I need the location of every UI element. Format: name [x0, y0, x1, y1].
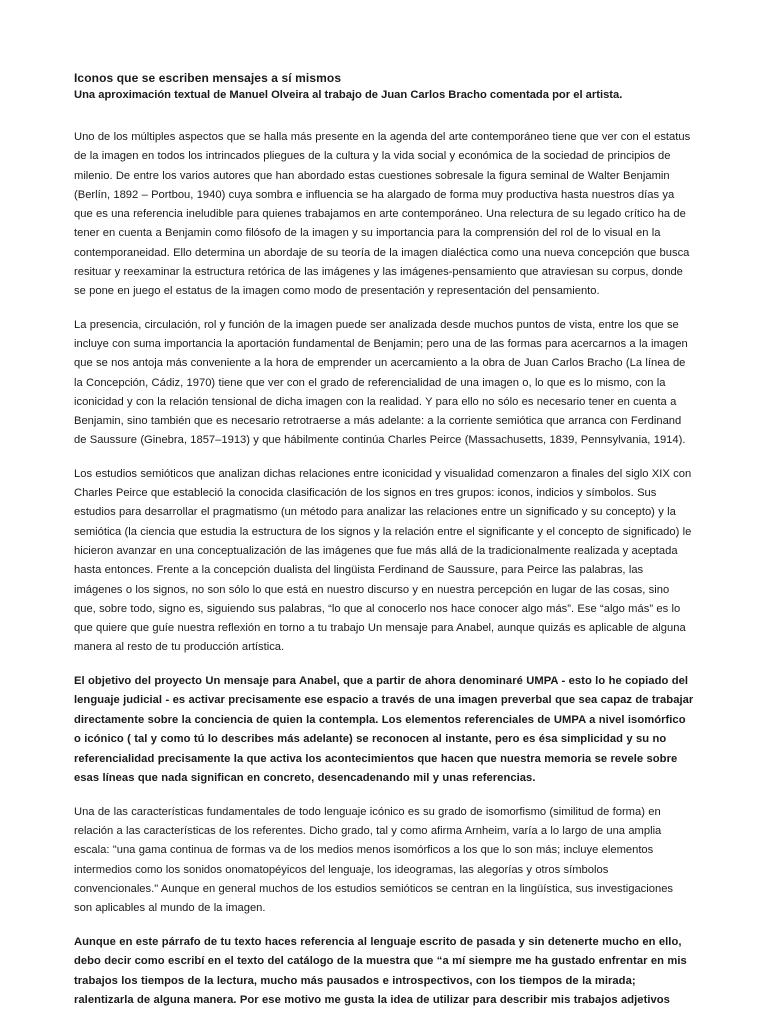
- paragraph-5: Una de las características fundamentales de todo lenguaje icónico es su grado de isomorfismo (similitud de forma) en relación a las características de los referentes. Dicho grado, tal y como afirma Arnheim, varía a lo largo de una amplia escala: "una gama continua de formas va de los medios menos isomórficos a los que lo son más; incluye elementos intermedios como los sonidos onomatopéyicos del lenguaje, los ideogramas, las alegorías y otros símbolos convencionales." Aunque en general muchos de los estudios semióticos se centran en la lingüística, sus investigaciones son aplicables al mundo de la imagen.: [74, 805, 674, 915]
- document-title: Iconos que se escriben mensajes a sí mismos: [74, 71, 342, 85]
- paragraph-6-artist-comment: Aunque en este párrafo de tu texto haces referencia al lenguaje escrito de pasada y sin detenerte mucho en ello, debo decir como escribí en el texto del catálogo de la muestra que “a mí siempre me ha gustado enfrentar en mis trabajos los tiempos de la lectura, mucho más pausados e introspectivos, con los tiempos de la mirada; ralentizarla de alguna manera. Por ese motivo me gusta la idea de utilizar para describir mis trabajos adjetivos: [74, 935, 687, 1006]
- paragraph-2: La presencia, circulación, rol y función de la imagen puede ser analizada desde muchos puntos de vista, entre los que se incluye con suma importancia la aportación fundamental de Benjamin; pero una de las formas para acercarnos a la imagen que se nos antoja más conveniente a la hora de emprender un acercamiento a la obra de Juan Carlos Bracho (La línea de la Concepción, Cádiz, 1970) tiene que ver con el grado de referencialidad de una imagen o, lo que es lo mismo, con la iconicidad y con la relación tensional de dicha imagen con la realidad. Y para ello no sólo es necesario tener en cuenta a Benjamin, sino también que es necesario retrotraerse a más adelante: a la corriente semiótica que arranca con Ferdinand de Saussure (Ginebra, 1857–1913) y que hábilmente continúa Charles Peirce (Massachusetts, 1839, Pennsylvania, 1914).: [74, 318, 688, 447]
- document-subtitle: Una aproximación textual de Manuel Olveira al trabajo de Juan Carlos Bracho comentada por el artista.: [74, 89, 623, 101]
- paragraph-1: Uno de los múltiples aspectos que se halla más presente en la agenda del arte contemporáneo tiene que ver con el estatus de la imagen en todos los intrincados pliegues de la cultura y la vida social y económica de la sociedad de principios de milenio. De entre los varios autores que han abordado estas cuestiones sobresale la figura seminal de Walter Benjamin (Berlín, 1892 – Portbou, 1940) cuya sombra e influencia se ha alargado de forma muy productiva hasta nuestros días ya que es una referencia ineludible para quienes trabajamos en arte contemporáneo. Una relectura de su legado crítico ha de tener en cuenta a Benjamin como filósofo de la imagen y su importancia para la comprensión del rol de lo visual en la contemporaneidad. Ello determina un abordaje de su teoría de la imagen dialéctica como una nueva concepción que busca resituar y reexaminar la estructura retórica de las imágenes y las imágenes-pensamiento que atraviesan su corpus, donde se pone en juego el estatus de la imagen como modo de presentación y representación del pensamiento.: [74, 131, 691, 298]
- paragraph-3: Los estudios semióticos que analizan dichas relaciones entre iconicidad y visualidad comenzaron a finales del siglo XIX con Charles Peirce que estableció la conocida clasificación de los signos en tres grupos: iconos, indicios y símbolos. Sus estudios para desarrollar el pragmatismo (un método para analizar las relaciones entre un significado y su concepto) y la semiótica (la ciencia que estudia la estructura de los signos y la relación entre el significante y el concepto de significado) le hicieron avanzar en una conceptualización de las imágenes que fue más allá de la tradicionalmente realizada y aceptada hasta entonces. Frente a la concepción dualista del lingüista Ferdinand de Saussure, para Peirce las palabras, las imágenes o los signos, no son sólo lo que está en nuestro discurso y en nuestra percepción en lugar de las cosas, sino que, sobre todo, signo es, siguiendo sus palabras, “lo que al conocerlo nos hace conocer algo más”. Ese “algo más” es lo que quiere que guíe nuestra reflexión en torno a tu trabajo Un mensaje para Anabel, aunque quizás es aplicable de alguna manera al resto de tu producción artística.: [74, 467, 692, 654]
- paragraph-4-artist-comment: El objetivo del proyecto Un mensaje para Anabel, que a partir de ahora denominaré UMPA - esto lo he copiado del lenguaje judicial - es activar precisamente ese espacio a través de una imagen preverbal que sea capaz de trabajar directamente sobre la conciencia de quien la contempla. Los elementos referenciales de UMPA a nivel isomórfico o icónico ( tal y como tú lo describes más adelante) se reconocen al instante, pero es ésa simplicidad y su no referencialidad precisamente la que activa los acontecimientos que hacen que nuestra memoria se revele sobre esas líneas que nada significan en concreto, desencadenando mil y unas referencias.: [74, 674, 694, 785]
